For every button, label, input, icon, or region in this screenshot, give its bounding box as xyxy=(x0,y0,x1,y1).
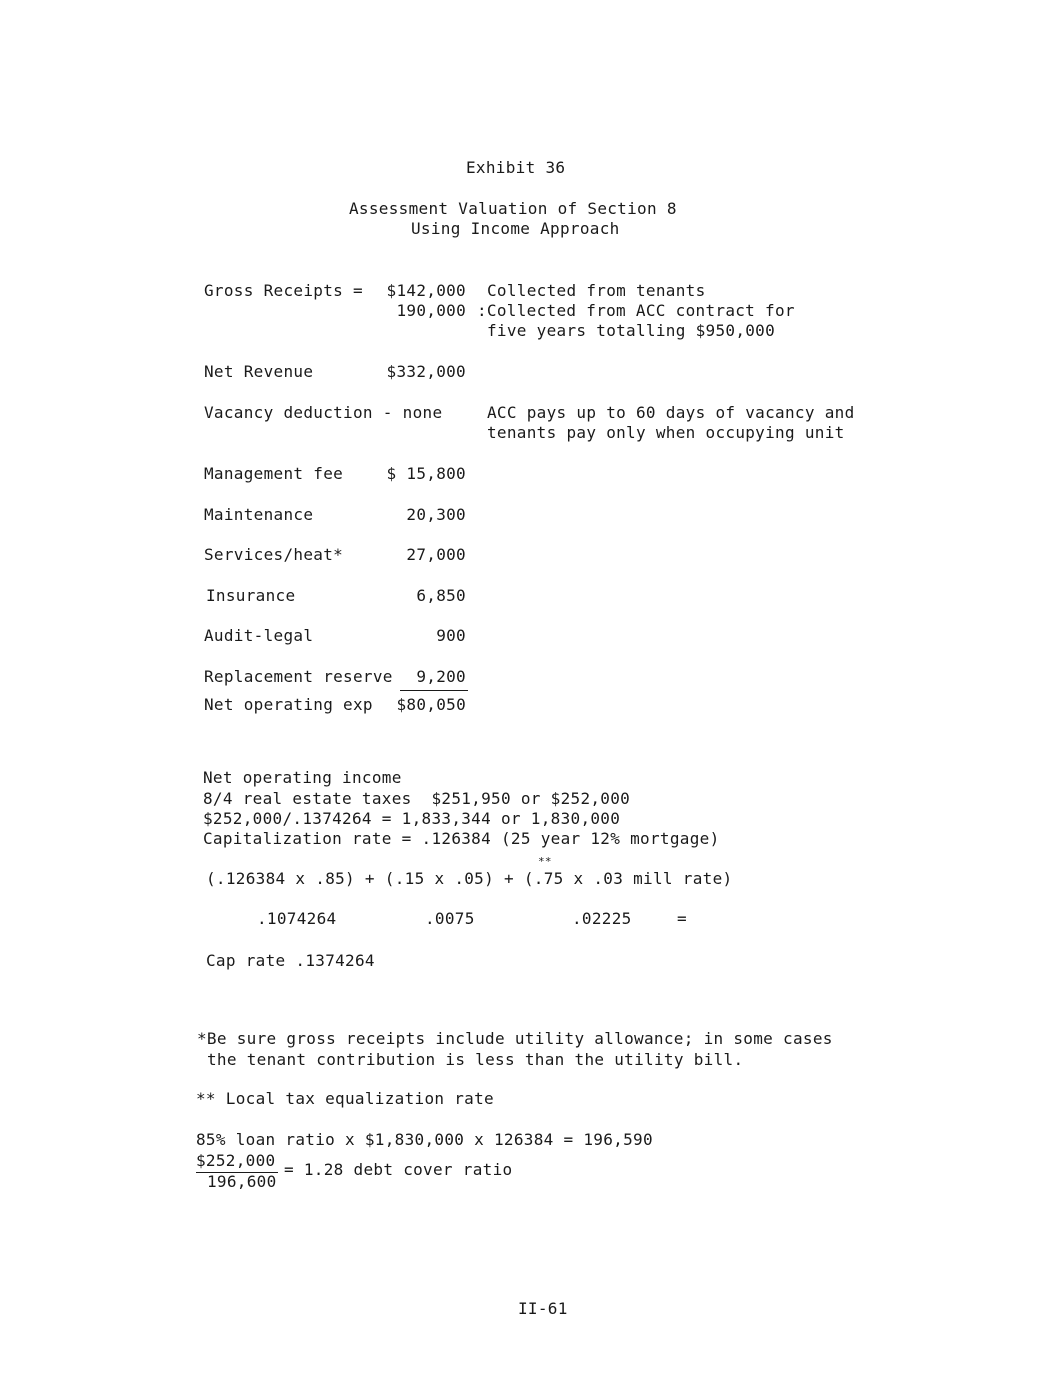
gross-receipts-note-acc: :Collected from ACC contract for xyxy=(477,301,795,320)
total-rule xyxy=(400,690,468,691)
formula-result: .1074264 xyxy=(257,909,337,928)
net-operating-exp-label: Net operating exp xyxy=(204,695,373,714)
expense-amount: 900 xyxy=(436,626,466,645)
replacement-reserve-label: Replacement reserve xyxy=(204,667,393,686)
net-operating-income-label: Net operating income xyxy=(203,768,402,787)
formula-result: .02225 xyxy=(572,909,632,928)
expense-label: Services/heat* xyxy=(204,545,344,564)
footnote-utility: *Be sure gross receipts include utility allowance; in some cases xyxy=(197,1029,833,1048)
capitalization-rate-line: Capitalization rate = .126384 (25 year 12% mortgage) xyxy=(203,829,720,848)
footnote-utility-cont: the tenant contribution is less than the utility bill. xyxy=(207,1050,744,1069)
formula-result: .0075 xyxy=(425,909,475,928)
cap-rate-result: Cap rate .1374264 xyxy=(206,951,375,970)
expense-amount: 6,850 xyxy=(416,586,466,605)
real-estate-taxes-line: 8/4 real estate taxes $251,950 or $252,000 xyxy=(203,789,631,808)
expense-amount: 27,000 xyxy=(406,545,466,564)
loan-ratio-line: 85% loan ratio x $1,830,000 x 126384 = 196,590 xyxy=(196,1130,653,1149)
net-operating-exp-amount: $80,050 xyxy=(396,695,466,714)
formula-footnote-mark: ** xyxy=(538,855,552,868)
footnote-equalization: ** Local tax equalization rate xyxy=(196,1089,494,1108)
page-number: II-61 xyxy=(518,1299,568,1318)
gross-receipts-amount-tenants: $142,000 xyxy=(386,281,466,300)
expense-label: Audit-legal xyxy=(204,626,314,645)
gross-receipts-amount-acc: 190,000 xyxy=(396,301,466,320)
net-revenue-label: Net Revenue xyxy=(204,362,314,381)
replacement-reserve-amount: 9,200 xyxy=(416,667,466,686)
ratio-numerator: $252,000 xyxy=(196,1151,276,1170)
vacancy-note: ACC pays up to 60 days of vacancy and xyxy=(487,403,855,422)
exhibit-number: Exhibit 36 xyxy=(466,158,566,177)
cap-rate-formula: (.126384 x .85) + (.15 x .05) + (.75 x .03 mill rate) xyxy=(206,869,733,888)
page-subtitle: Using Income Approach xyxy=(411,219,620,238)
capitalized-value-line: $252,000/.1374264 = 1,833,344 or 1,830,000 xyxy=(203,809,621,828)
expense-label: Maintenance xyxy=(204,505,314,524)
net-revenue-amount: $332,000 xyxy=(386,362,466,381)
expense-amount: 20,300 xyxy=(406,505,466,524)
gross-receipts-note-acc-cont: five years totalling $950,000 xyxy=(487,321,776,340)
vacancy-note-cont: tenants pay only when occupying unit xyxy=(487,423,845,442)
expense-label: Management fee xyxy=(204,464,344,483)
page-title: Assessment Valuation of Section 8 xyxy=(349,199,677,218)
vacancy-deduction-label: Vacancy deduction - none xyxy=(204,403,443,422)
ratio-denominator: 196,600 xyxy=(207,1172,277,1191)
formula-equals: = xyxy=(677,909,687,928)
gross-receipts-note-tenants: Collected from tenants xyxy=(487,281,706,300)
gross-receipts-label: Gross Receipts = xyxy=(204,281,363,300)
debt-cover-ratio-result: = 1.28 debt cover ratio xyxy=(284,1160,513,1179)
expense-amount: $ 15,800 xyxy=(386,464,466,483)
expense-label: Insurance xyxy=(206,586,296,605)
